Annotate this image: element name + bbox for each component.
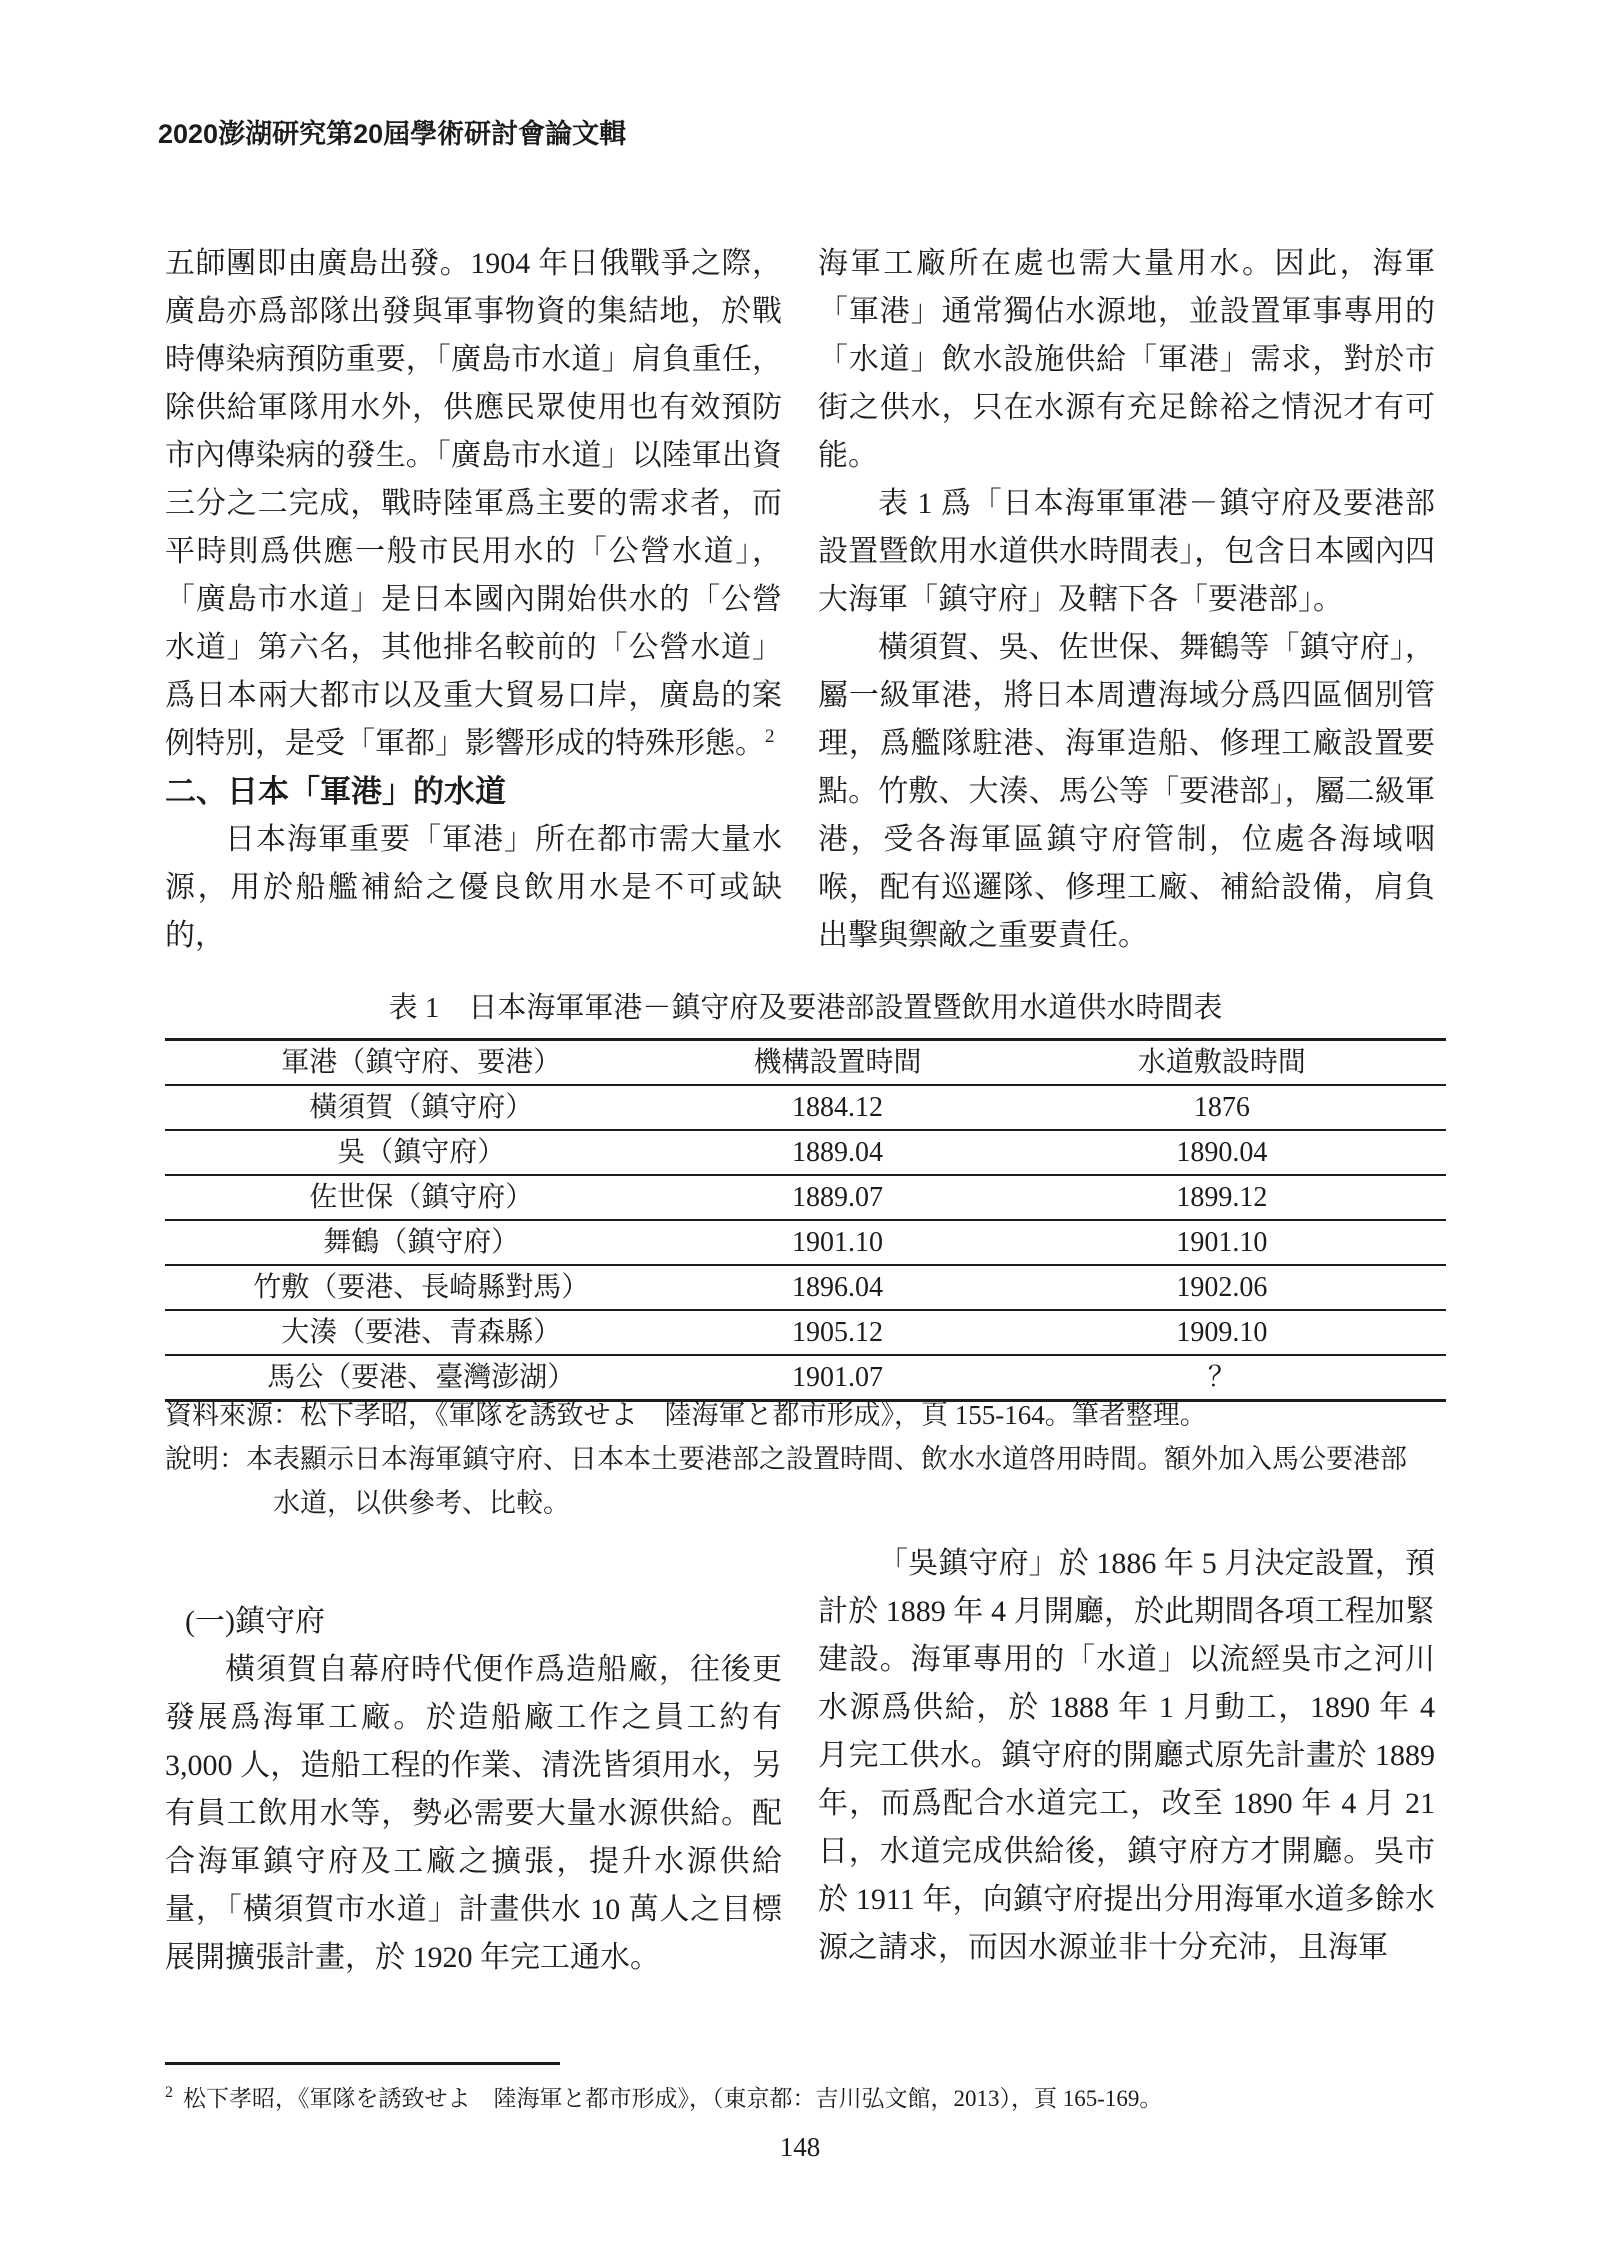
column-header-waterworks-laid: 水道敷設時間 — [1137, 1047, 1306, 1078]
waterworks-laid-cell: 1899.12 — [1176, 1182, 1268, 1213]
column-header-port: 軍港（鎮守府、要港） — [281, 1047, 562, 1078]
agency-established-cell: 1896.04 — [792, 1272, 884, 1303]
agency-established-cell: 1889.07 — [792, 1182, 884, 1213]
table-row — [165, 1220, 1446, 1265]
left-column-lower — [165, 1598, 782, 1982]
table-header-row — [165, 1040, 1446, 1086]
agency-established-cell: 1884.12 — [792, 1092, 884, 1123]
right-column-lower — [818, 1540, 1435, 1972]
waterworks-laid-cell: 1876 — [1193, 1092, 1250, 1123]
port-cell: 佐世保（鎮守府） — [309, 1182, 534, 1213]
table-row — [165, 1130, 1446, 1175]
port-cell: 大湊（要港、青森縣） — [281, 1317, 562, 1348]
footnote-text: 松下孝昭，《軍隊を誘致せよ 陸海軍と都市形成》，（東京都：吉川弘文館，2013），頁 165-169。 — [183, 2086, 1163, 2111]
agency-established-cell: 1889.04 — [792, 1137, 884, 1168]
ports-paragraph: 橫須賀、吳、佐世保、舞鶴等「鎮守府」，屬一級軍港，將日本周遭海域分爲四區個別管理，爲艦隊駐港、海軍造船、修理工廠設置要點。竹敷、大湊、馬公等「要港部」，屬二級軍港，受各海軍區鎮守府管制，位處各海域咽喉，配有巡邏隊、修理工廠、補給設備，肩負出擊與禦敵之重要責任。 — [818, 631, 1435, 952]
explanation-line-1: 說明：本表顯示日本海軍鎮守府、日本本土要港部之設置時間、飲水水道啓用時間。額外加入馬公要港部 — [165, 1444, 1407, 1474]
kure-paragraph: 「吳鎮守府」於 1886 年 5 月決定設置，預計於 1889 年 4 月開廳，於此期間各項工程加緊建設。海軍專用的「水道」以流經吳市之河川水源爲供給，於 1888 年 1 月動工，1890 年 4 月完工供水。鎮守府的開廳式原先計畫於 1889 年，而爲配合水道完工，改至 1890 年 4 月 21 日，水道完成供給後，鎮守府方才開廳。吳市於 1911 年，向鎮守府提出分用海軍水道多餘水源之請求，而因水源並非十分充沛，且海軍 — [818, 1547, 1435, 1964]
waterworks-laid-cell: 1890.04 — [1176, 1137, 1268, 1168]
section-heading: 二、日本「軍港」的水道 — [165, 774, 506, 809]
right-column-upper — [818, 240, 1435, 960]
footnote — [165, 2082, 1455, 2116]
port-cell: 馬公（要港、臺灣澎湖） — [267, 1362, 576, 1393]
table-intro-paragraph: 表 1 爲「日本海軍軍港－鎮守府及要港部設置暨飲用水道供水時間表」，包含日本國內四大海軍「鎮守府」及轄下各「要港部」。 — [818, 487, 1435, 616]
section-intro-paragraph: 日本海軍重要「軍港」所在都市需大量水源，用於船艦補給之優良飲用水是不可或缺的， — [165, 823, 782, 952]
column-header-agency-established: 機構設置時間 — [753, 1047, 922, 1078]
port-cell: 舞鶴（鎮守府） — [323, 1227, 520, 1258]
continued-paragraph: 五師團即由廣島出發。1904 年日俄戰爭之際，廣島亦爲部隊出發與軍事物資的集結地，於戰時傳染病預防重要，「廣島市水道」肩負重任，除供給軍隊用水外，供應民眾使用也有效預防市內傳染病的發生。「廣島市水道」以陸軍出資三分之二完成，戰時陸軍爲主要的需求者，而平時則爲供應一般市民用水的「公營水道」，「廣島市水道」是日本國內開始供水的「公營水道」第六名，其他排名較前的「公營水道」爲日本兩大都市以及重大貿易口岸，廣島的案例特別，是受「軍都」影響形成的特殊形態。$^2$ — [165, 247, 782, 760]
table-title: 表 1 日本海軍軍港－鎮守府及要港部設置暨飲用水道供水時間表 — [388, 992, 1223, 1024]
waterworks-laid-cell: ？ — [1207, 1362, 1236, 1393]
table-row — [165, 1085, 1446, 1130]
table-source-note: 資料來源：松下孝昭，《軍隊を誘致せよ 陸海軍と都市形成》，頁 155-164。筆者整理。 — [165, 1400, 1207, 1430]
port-cell: 吳（鎮守府） — [337, 1137, 506, 1168]
booklet-header: 2020澎湖研究第20屆學術研討會論文輯 — [158, 119, 627, 149]
table-explanation-note — [165, 1437, 1455, 1525]
waterworks-laid-cell: 1902.06 — [1176, 1272, 1268, 1303]
subsection-heading: (一)鎮守府 — [185, 1605, 325, 1638]
agency-established-cell: 1905.12 — [792, 1317, 884, 1348]
port-cell: 竹敷（要港、長崎縣對馬） — [253, 1272, 590, 1303]
table-row — [165, 1265, 1446, 1310]
waterworks-laid-cell: 1909.10 — [1176, 1317, 1268, 1348]
yokosuka-paragraph: 橫須賀自幕府時代便作爲造船廠，往後更發展爲海軍工廠。於造船廠工作之員工約有 3,000 人，造船工程的作業、清洗皆須用水，另有員工飲用水等，勢必需要大量水源供給。配合海軍鎮守府及工廠之擴張，提升水源供給量，「橫須賀市水道」計畫供水 10 萬人之目標展開擴張計畫，於 1920 年完工通水。 — [165, 1653, 782, 1974]
footnote-reference: 2 — [765, 726, 775, 747]
table-row — [165, 1175, 1446, 1220]
port-cell: 橫須賀（鎮守府） — [309, 1092, 534, 1123]
agency-established-cell: 1901.10 — [792, 1227, 884, 1258]
left-column-upper — [165, 240, 782, 960]
table-row — [165, 1310, 1446, 1355]
agency-established-cell: 1901.07 — [792, 1362, 884, 1393]
naval-ports-table — [165, 1038, 1446, 1402]
page-number: 148 — [779, 2132, 821, 2162]
footnote-number: 2 — [165, 2084, 173, 2102]
footnote-separator — [165, 2062, 560, 2065]
waterworks-laid-cell: 1901.10 — [1176, 1227, 1268, 1258]
continued-paragraph: 海軍工廠所在處也需大量用水。因此，海軍「軍港」通常獨佔水源地，並設置軍事專用的「水道」飲水設施供給「軍港」需求，對於市街之供水，只在水源有充足餘裕之情況才有可能。 — [818, 247, 1435, 472]
explanation-line-2: 水道，以供參考、比較。 — [273, 1488, 570, 1518]
